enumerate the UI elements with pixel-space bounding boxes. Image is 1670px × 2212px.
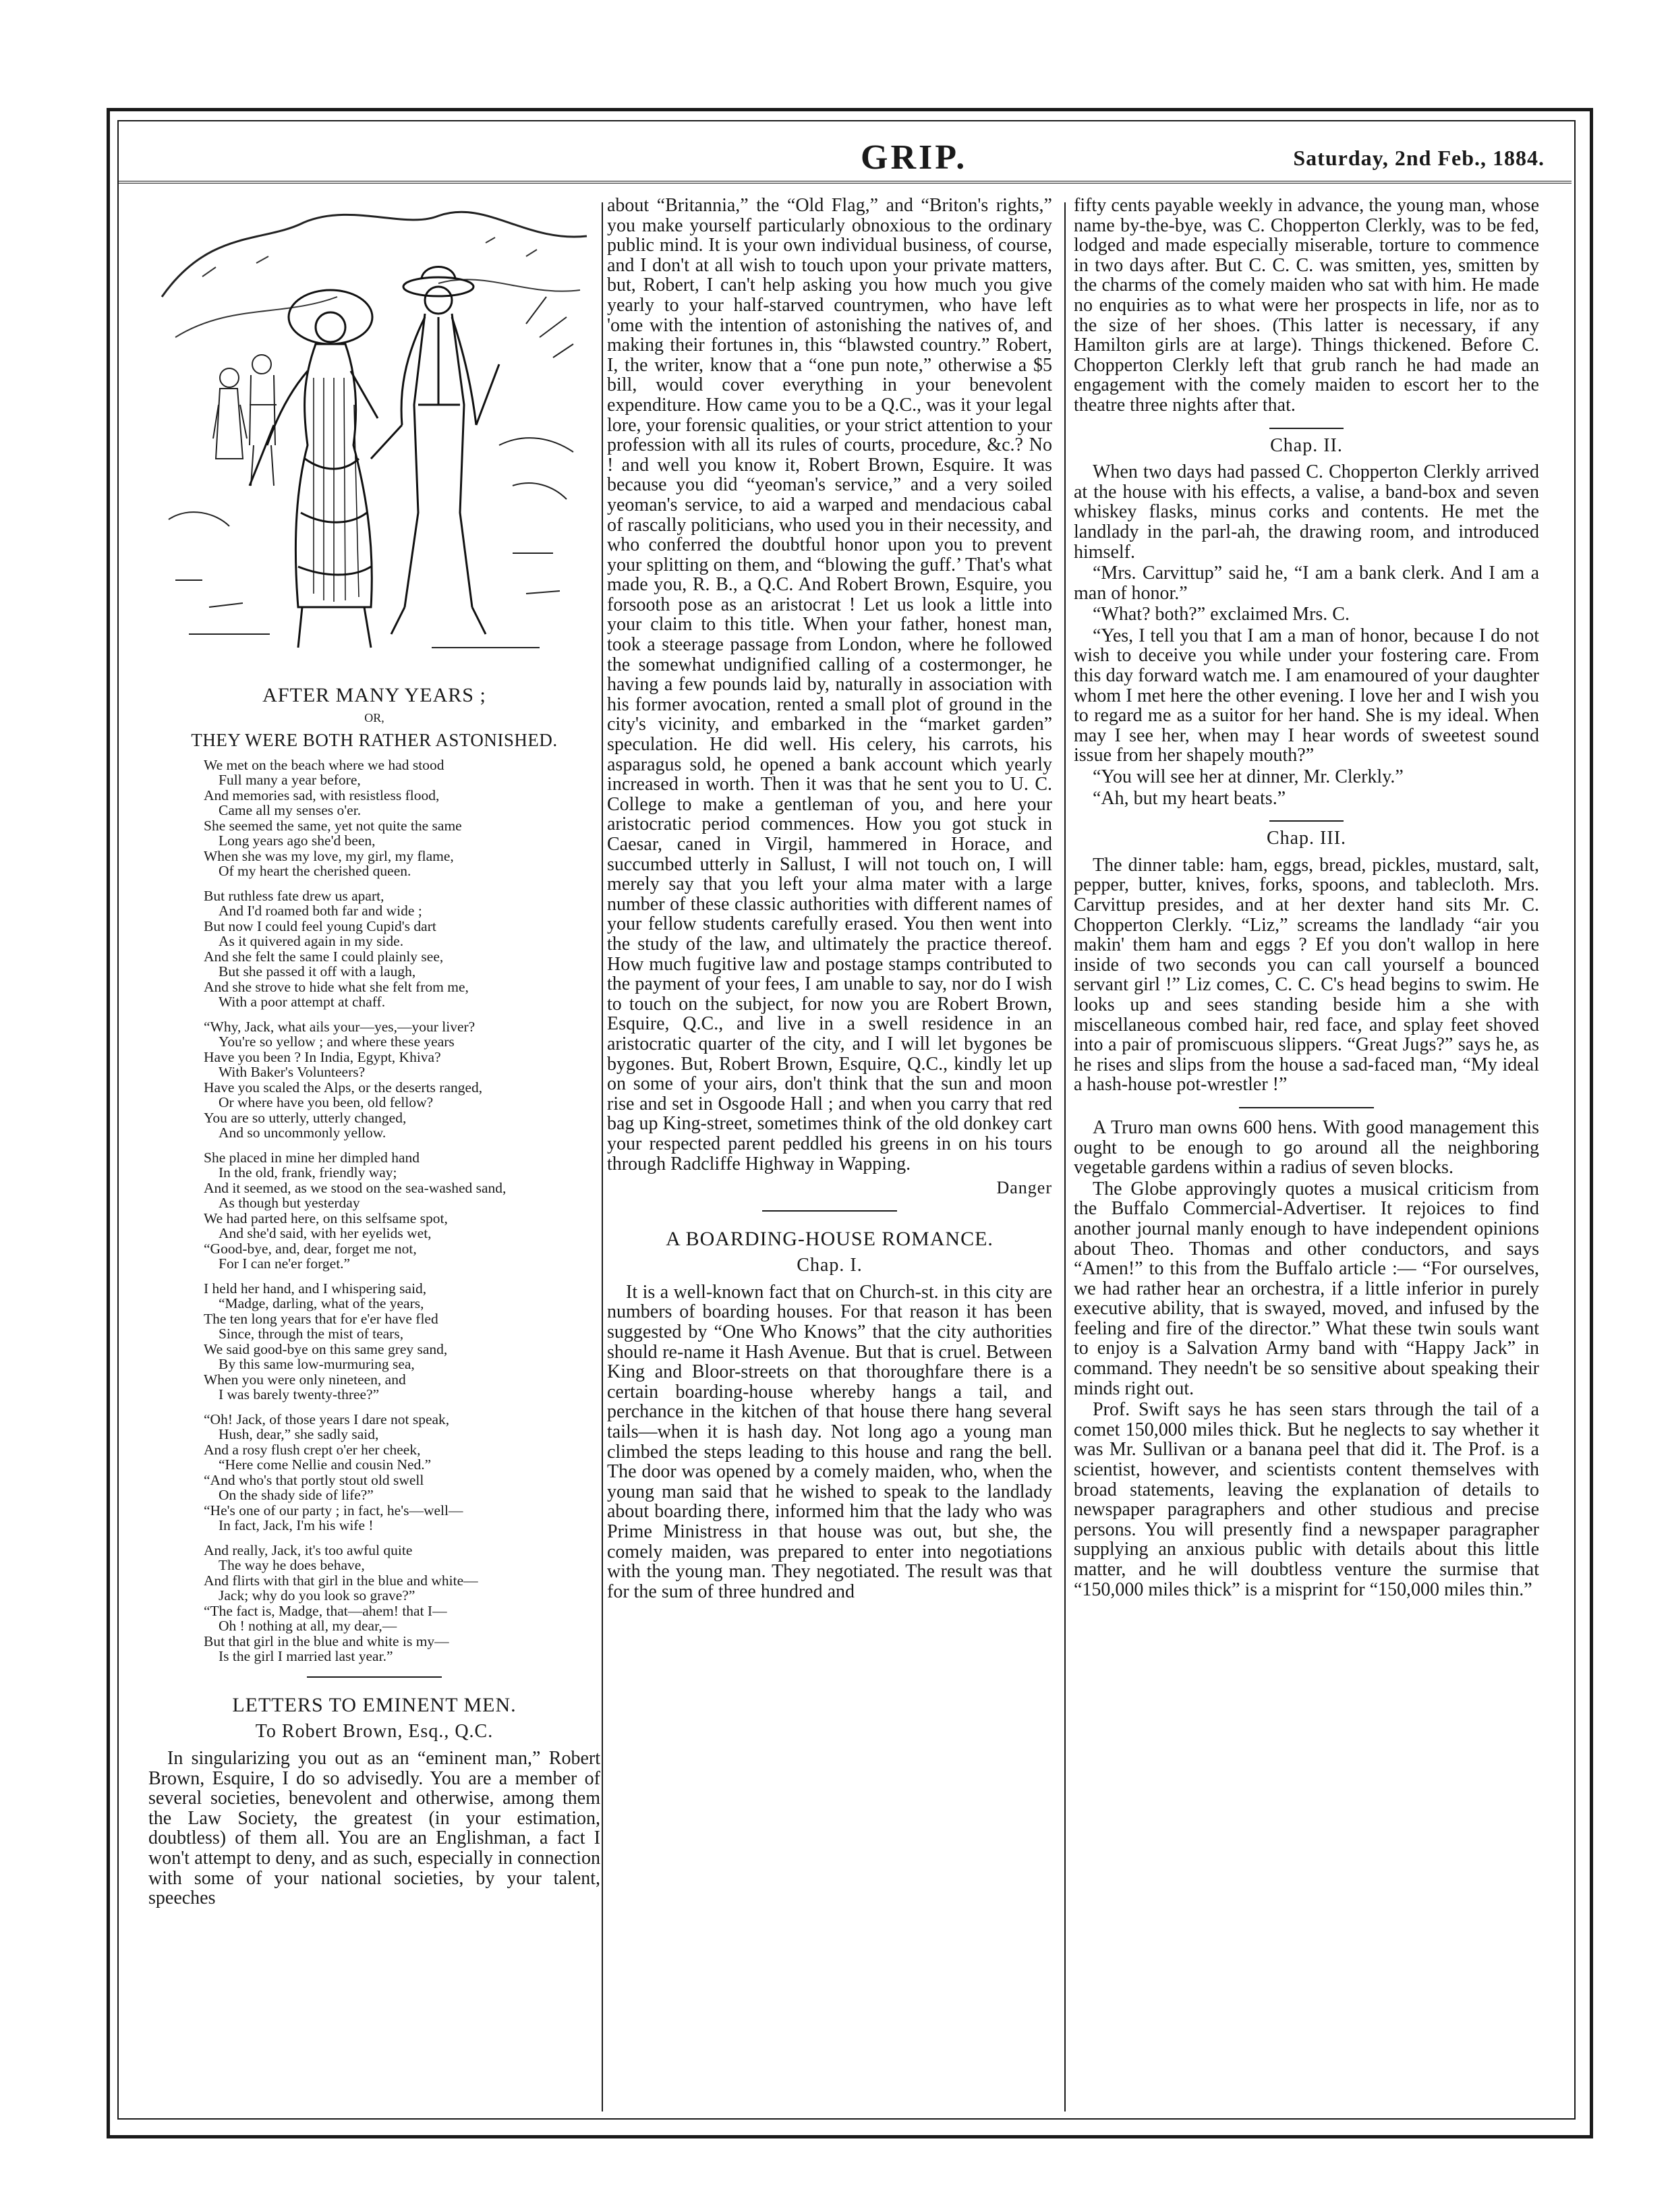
poem-line: “And who's that portly stout old swell bbox=[204, 1471, 424, 1488]
news-item-swift: Prof. Swift says he has seen stars through the tail of a comet 150,000 miles thick. But he neglects to say whether it was Mr. Sullivan or a banana peel that did it. The Prof. is a scientist, however, and scientists content themselves with broad statements, leaving the explanation of details to newspaper paragraphers and other studious and precise persons. You will presently find a newspaper paragrapher supplying an anxious public with details about this little matter, and he will doubtless venture the surmise that “150,000 miles thick” is a misprint for “150,000 miles thin.” bbox=[1074, 1399, 1539, 1600]
poem-line: But that girl in the blue and white is my— bbox=[204, 1633, 449, 1649]
chapter-2-paragraph: “You will see her at dinner, Mr. Clerkly.” bbox=[1093, 766, 1404, 788]
poem-line: We met on the beach where we had stood bbox=[204, 756, 444, 773]
poem-line: We said good-bye on this same grey sand, bbox=[204, 1340, 448, 1357]
poem-line: And memories sad, with resistless flood, bbox=[204, 787, 440, 803]
poem-line: “Madge, darling, what of the years, bbox=[219, 1295, 424, 1312]
letters-signature: Danger bbox=[996, 1178, 1052, 1198]
chapter-2-paragraph: “What? both?” exclaimed Mrs. C. bbox=[1093, 604, 1350, 625]
chapter-2-paragraph: “Yes, I tell you that I am a man of honor, because I do not wish to deceive you while under your fostering care. From this day forward watch me. I am enamoured of your daughter whom I met here the other evening. I love her and I wish you to regard me as a suitor for her hand. She is my ideal. When may I see her, when may I hear words of sweetest sound issue from her shapely mouth?” bbox=[1074, 625, 1539, 766]
newspaper-title: GRIP. bbox=[861, 138, 968, 177]
news-item-globe: The Globe approvingly quotes a musical criticism from the Buffalo Commercial-Advertiser. It rejoices to find another journal manly enough to have independent opinions about Theo. Thomas and other conductors, and says “Amen!” to this from the Buffalo article :— “For ourselves, we had rather hear an orchestra, if a little inferior in purely executive ability, that is swayed, moved, and infused by the feeling and fire of the director.” What these twin souls want to enjoy is a Salvation Army band with “Happy Jack” in command. They needn't be so sensitive about speaking their minds right out. bbox=[1074, 1178, 1539, 1399]
chapter-rule bbox=[1269, 428, 1344, 429]
chapter-2-paragraph: “Ah, but my heart beats.” bbox=[1093, 787, 1286, 809]
poem bbox=[148, 758, 600, 1664]
poem-line: Of my heart the cherished queen. bbox=[219, 863, 411, 880]
poem-line: She placed in mine her dimpled hand bbox=[204, 1149, 420, 1166]
poem-line: In the old, frank, friendly way; bbox=[219, 1164, 397, 1181]
letters-continued-paragraph: about “Britannia,” the “Old Flag,” and “Briton's rights,” you make yourself particularly obnoxious to the ordinary public mind. It is your own individual business, of course, and I don't at all wish to touch upon your private matters, but, Robert, I can't help asking you how much you give yearly to your half-starved countrymen, who have left 'ome with the intention of astonishing the natives of, and making their fortunes in, this “blawsted country.” Robert, I, the writer, know that a “one pun note,” otherwise a $5 bill, would cover everything in your benevolent expenditure. How came you to be a Q.C., was it your legal lore, your forensic qualities, or your strict attention to your profession with all its rules of courts, procedure, &c.? No ! and well you know it, Robert Brown, Esquire. It was because you did “yeoman's service,” and a very soiled yeoman's service, to aid a warped and mendacious cabal of rascally politicians, who used you in their necessity, and who conferred the doubtful honor upon you to prevent your splitting on them, and “blowing the guff.’ That's what made you, R. B., a Q.C. And Robert Brown, Esquire, you forsooth pose as an aristocrat ! Let us look a little into your claim to this title. When your father, honest man, took a steerage passage from London, where he followed the somewhat undignified calling of a costermonger, he having a few pounds laid by, naturally in association with his former avocation, rented a small plot of ground in the city's vicinity, and embarked in the “market garden” speculation. He did well. His celery, his carrots, his asparagus sold, he opened a bank account which yearly increased in worth. Then it was that he sent you to U. C. College to make a gentleman of you, and here your aristocratic period commences. How you got stuck in Caesar, caned in Virgil, hammered in Horace, and succumbed utterly in Sallust, I will not touch on, I will merely say that you left your alma mater with a large number of these classic authorities with different names of your fellow students carefully erased. You then went into the study of the law, and ultimately the practice thereof. How much fugitive law and postage stamps contributed to the payment of your fees, I am unable to say, nor do I wish to touch on the subject, for now you are Robert Brown, Esquire, Q.C., and live in a swell residence in an aristocratic quarter of the city, and I will let bygones be bygones. But, Robert Brown, Esquire, Q.C., kindly let up on some of your airs, don't think that the sun and moon rise and set in Osgoode Hall ; and when you carry that red bag up King-street, sometimes think of the old donkey cart your respected parent peddled his greens in on his tours through Radcliffe Highway in Wapping. bbox=[607, 196, 1052, 1174]
poem-line: “Oh! Jack, of those years I dare not speak, bbox=[204, 1411, 450, 1427]
chapter-2-paragraph: When two days had passed C. Chopperton Clerkly arrived at the house with his effects, a valise, a band-box and seven whiskey flasks, minus corks and contents. He met the landlady in the parl-ah, the drawing room, and introduced himself. bbox=[1074, 461, 1539, 563]
poem-line: When you were only nineteen, and bbox=[204, 1371, 406, 1388]
poem-line: “The fact is, Madge, that—ahem! that I— bbox=[204, 1602, 447, 1619]
issue-date: Saturday, 2nd Feb., 1884. bbox=[1293, 146, 1545, 170]
poem-line: I held her hand, and I whispering said, bbox=[204, 1280, 427, 1297]
column-3 bbox=[1074, 196, 1539, 2105]
section-rule bbox=[762, 1210, 897, 1212]
poem-line: Is the girl I married last year.” bbox=[219, 1648, 393, 1665]
poem-line: Oh ! nothing at all, my dear,— bbox=[219, 1618, 397, 1635]
poem-line: But ruthless fate drew us apart, bbox=[204, 887, 384, 904]
poem-line: Jack; why do you look so grave?” bbox=[219, 1587, 415, 1604]
poem-line: As it quivered again in my side. bbox=[219, 933, 404, 950]
chapter-1-continued-paragraph: fifty cents payable weekly in advance, the young man, whose name by-the-bye, was C. Chopperton Clerkly, was to be fed, lodged and made especially miserable, torture to commence in two days after. But C. C. C. was smitten, yes, smitten by the charms of the comely maiden who sat with him. He made no enquiries as to what were her prospects in life, nor as to the size of her shoes. (This latter is necessary, if any Hamilton girls are at large). Things thickened. Before C. Chopperton Clerkly left that grub ranch he had made an engagement with the comely maiden to escort her to the theatre three nights after that. bbox=[1074, 196, 1539, 416]
poem-line: “Good-bye, and, dear, forget me not, bbox=[204, 1240, 417, 1257]
poem-line: The way he does behave, bbox=[219, 1557, 365, 1574]
masthead bbox=[119, 121, 1572, 183]
poem-line: As though but yesterday bbox=[219, 1195, 360, 1212]
poem-line: And so uncommonly yellow. bbox=[219, 1125, 386, 1141]
poem-line: And really, Jack, it's too awful quite bbox=[204, 1541, 413, 1558]
poem-line: And flirts with that girl in the blue and white— bbox=[204, 1572, 478, 1589]
poem-line: In fact, Jack, I'm his wife ! bbox=[219, 1517, 374, 1534]
poem-line: For I can ne'er forget.” bbox=[219, 1255, 351, 1272]
poem-line: And she strove to hide what she felt from me, bbox=[204, 978, 469, 995]
chapter-2-heading: Chap. II. bbox=[1270, 434, 1343, 456]
poem-line: Came all my senses o'er. bbox=[219, 802, 362, 819]
romance-heading: A BOARDING-HOUSE ROMANCE. bbox=[666, 1227, 994, 1250]
poem-line: “Here come Nellie and cousin Ned.” bbox=[219, 1456, 432, 1473]
chapter-1-paragraph: It is a well-known fact that on Church-st. in this city are numbers of boarding houses. For that reason it has been suggested by “One Who Knows” that the city authorities should re-name it Hash Avenue. But that is cruel. Between King and Bloor-streets on that thoroughfare there is a certain boarding-house whereby hangs a tail, and perchance in the kitchen of that house there hang several tails—when it is hash day. Not long ago a young man climbed the steps leading to this house and rang the bell. The door was opened by a comely maiden, who, when the young man said that he wished to speak to the landlady about boarding there, informed him that the lady who was Prime Ministress in that house was out, but she, the comely maiden, was prepared to enter into negotiations with the young man. They negotiated. The result was that for the sum of three hundred and bbox=[607, 1281, 1052, 1602]
poem-line: You're so yellow ; and where these years bbox=[219, 1033, 455, 1050]
poem-stanza bbox=[204, 1019, 600, 1141]
poem-line: And I'd roamed both far and wide ; bbox=[219, 903, 422, 919]
poem-line: Full many a year before, bbox=[219, 772, 361, 789]
letters-heading: LETTERS TO EMINENT MEN. bbox=[232, 1693, 517, 1716]
poem-line: Hush, dear,” she sadly said, bbox=[219, 1426, 379, 1443]
poem-line: But now I could feel young Cupid's dart bbox=[204, 917, 436, 934]
poem-line: But she passed it off with a laugh, bbox=[219, 963, 416, 980]
poem-line: We had parted here, on this selfsame spot, bbox=[204, 1210, 448, 1226]
poem-line: By this same low-murmuring sea, bbox=[219, 1356, 415, 1373]
poem-stanza bbox=[204, 1412, 600, 1533]
beach-couple-illustration bbox=[148, 202, 600, 675]
chapter-rule bbox=[1269, 820, 1344, 822]
poem-line: “He's one of our party ; in fact, he's—well— bbox=[204, 1502, 463, 1519]
poem-line: On the shady side of life?” bbox=[219, 1487, 374, 1504]
poem-line: And she'd said, with her eyelids wet, bbox=[219, 1225, 432, 1242]
poem-line: Since, through the mist of tears, bbox=[219, 1326, 404, 1342]
section-rule bbox=[1239, 1107, 1374, 1108]
poem-line: She seemed the same, yet not quite the same bbox=[204, 817, 462, 834]
poem-line: The ten long years that for e'er have fled bbox=[204, 1310, 438, 1327]
poem-line: And it seemed, as we stood on the sea-washed sand, bbox=[204, 1179, 507, 1196]
poem-line: I was barely twenty-three?” bbox=[219, 1386, 380, 1403]
letters-paragraph: In singularizing you out as an “eminent man,” Robert Brown, Esquire, I do so advisedly. You are a member of several societies, benevolent and otherwise, among them the Law Society, the greatest (in your estimation, doubtless) of them all. You are an Englishman, a fact I won't attempt to deny, and as such, especially in connection with some of your national societies, by your talent, speeches bbox=[148, 1747, 600, 1909]
poem-line: With Baker's Volunteers? bbox=[219, 1064, 366, 1081]
poem-line: And a rosy flush crept o'er her cheek, bbox=[204, 1441, 421, 1458]
poem-stanza bbox=[204, 1543, 600, 1664]
column-rule-1 bbox=[602, 202, 603, 2111]
section-rule bbox=[307, 1676, 442, 1678]
poem-line: Long years ago she'd been, bbox=[219, 832, 376, 849]
chapter-3-heading: Chap. III. bbox=[1266, 828, 1347, 849]
poem-line: And she felt the same I could plainly see, bbox=[204, 948, 444, 965]
chapter-2-paragraph: “Mrs. Carvittup” said he, “I am a bank clerk. And I am a man of honor.” bbox=[1074, 563, 1539, 604]
poem-line: With a poor attempt at chaff. bbox=[219, 994, 386, 1011]
column-rule-2 bbox=[1064, 202, 1066, 2111]
poem-line: You are so utterly, utterly changed, bbox=[204, 1109, 407, 1126]
chapter-1-heading: Chap. I. bbox=[797, 1255, 863, 1276]
chapter-3-paragraph: The dinner table: ham, eggs, bread, pickles, mustard, salt, pepper, butter, knives, forks, spoons, and tablecloth. Mrs. Carvittup presides, and at her dexter hand sits Mr. C. Chopperton Clerkly. “Liz,” screams the landlady “air you makin' them ham and eggs ? Ef you don't wallop in here inside of two seconds you can call yourself a bounced servant girl !” Liz comes, C. C. C's head begins to swim. He looks up and sees standing beside him a she with miscellaneous combed hair, red face, and splay feet shoved into a pair of promiscuous slippers. “Great Jugs?” says he, as he rises and slips from the house a sad-faced man, “My ideal a hash-house pot-wrestler !” bbox=[1074, 854, 1539, 1096]
illustration-caption-or: OR, bbox=[364, 710, 384, 725]
poem-stanza bbox=[204, 758, 600, 879]
news-item-truro: A Truro man owns 600 hens. With good management this ought to be enough to go around all the neighboring vegetable gardens within a radius of seven blocks. bbox=[1074, 1116, 1539, 1179]
letters-subheading: To Robert Brown, Esq., Q.C. bbox=[255, 1721, 494, 1742]
poem-line: Have you been ? In India, Egypt, Khiva? bbox=[204, 1048, 441, 1065]
poem-stanza bbox=[204, 1281, 600, 1402]
poem-stanza bbox=[204, 1150, 600, 1272]
column-1 bbox=[148, 196, 600, 2105]
poem-line: Or where have you been, old fellow? bbox=[219, 1094, 434, 1111]
poem-line: When she was my love, my girl, my flame, bbox=[204, 847, 454, 864]
poem-stanza bbox=[204, 888, 600, 1010]
illustration-caption-subtitle: THEY WERE BOTH RATHER ASTONISHED. bbox=[191, 730, 558, 751]
illustration-caption-title: AFTER MANY YEARS ; bbox=[262, 684, 486, 706]
poem-line: “Why, Jack, what ails your—yes,—your liver? bbox=[204, 1018, 476, 1035]
poem-line: Have you scaled the Alps, or the deserts ranged, bbox=[204, 1079, 483, 1096]
column-2 bbox=[607, 196, 1052, 2105]
